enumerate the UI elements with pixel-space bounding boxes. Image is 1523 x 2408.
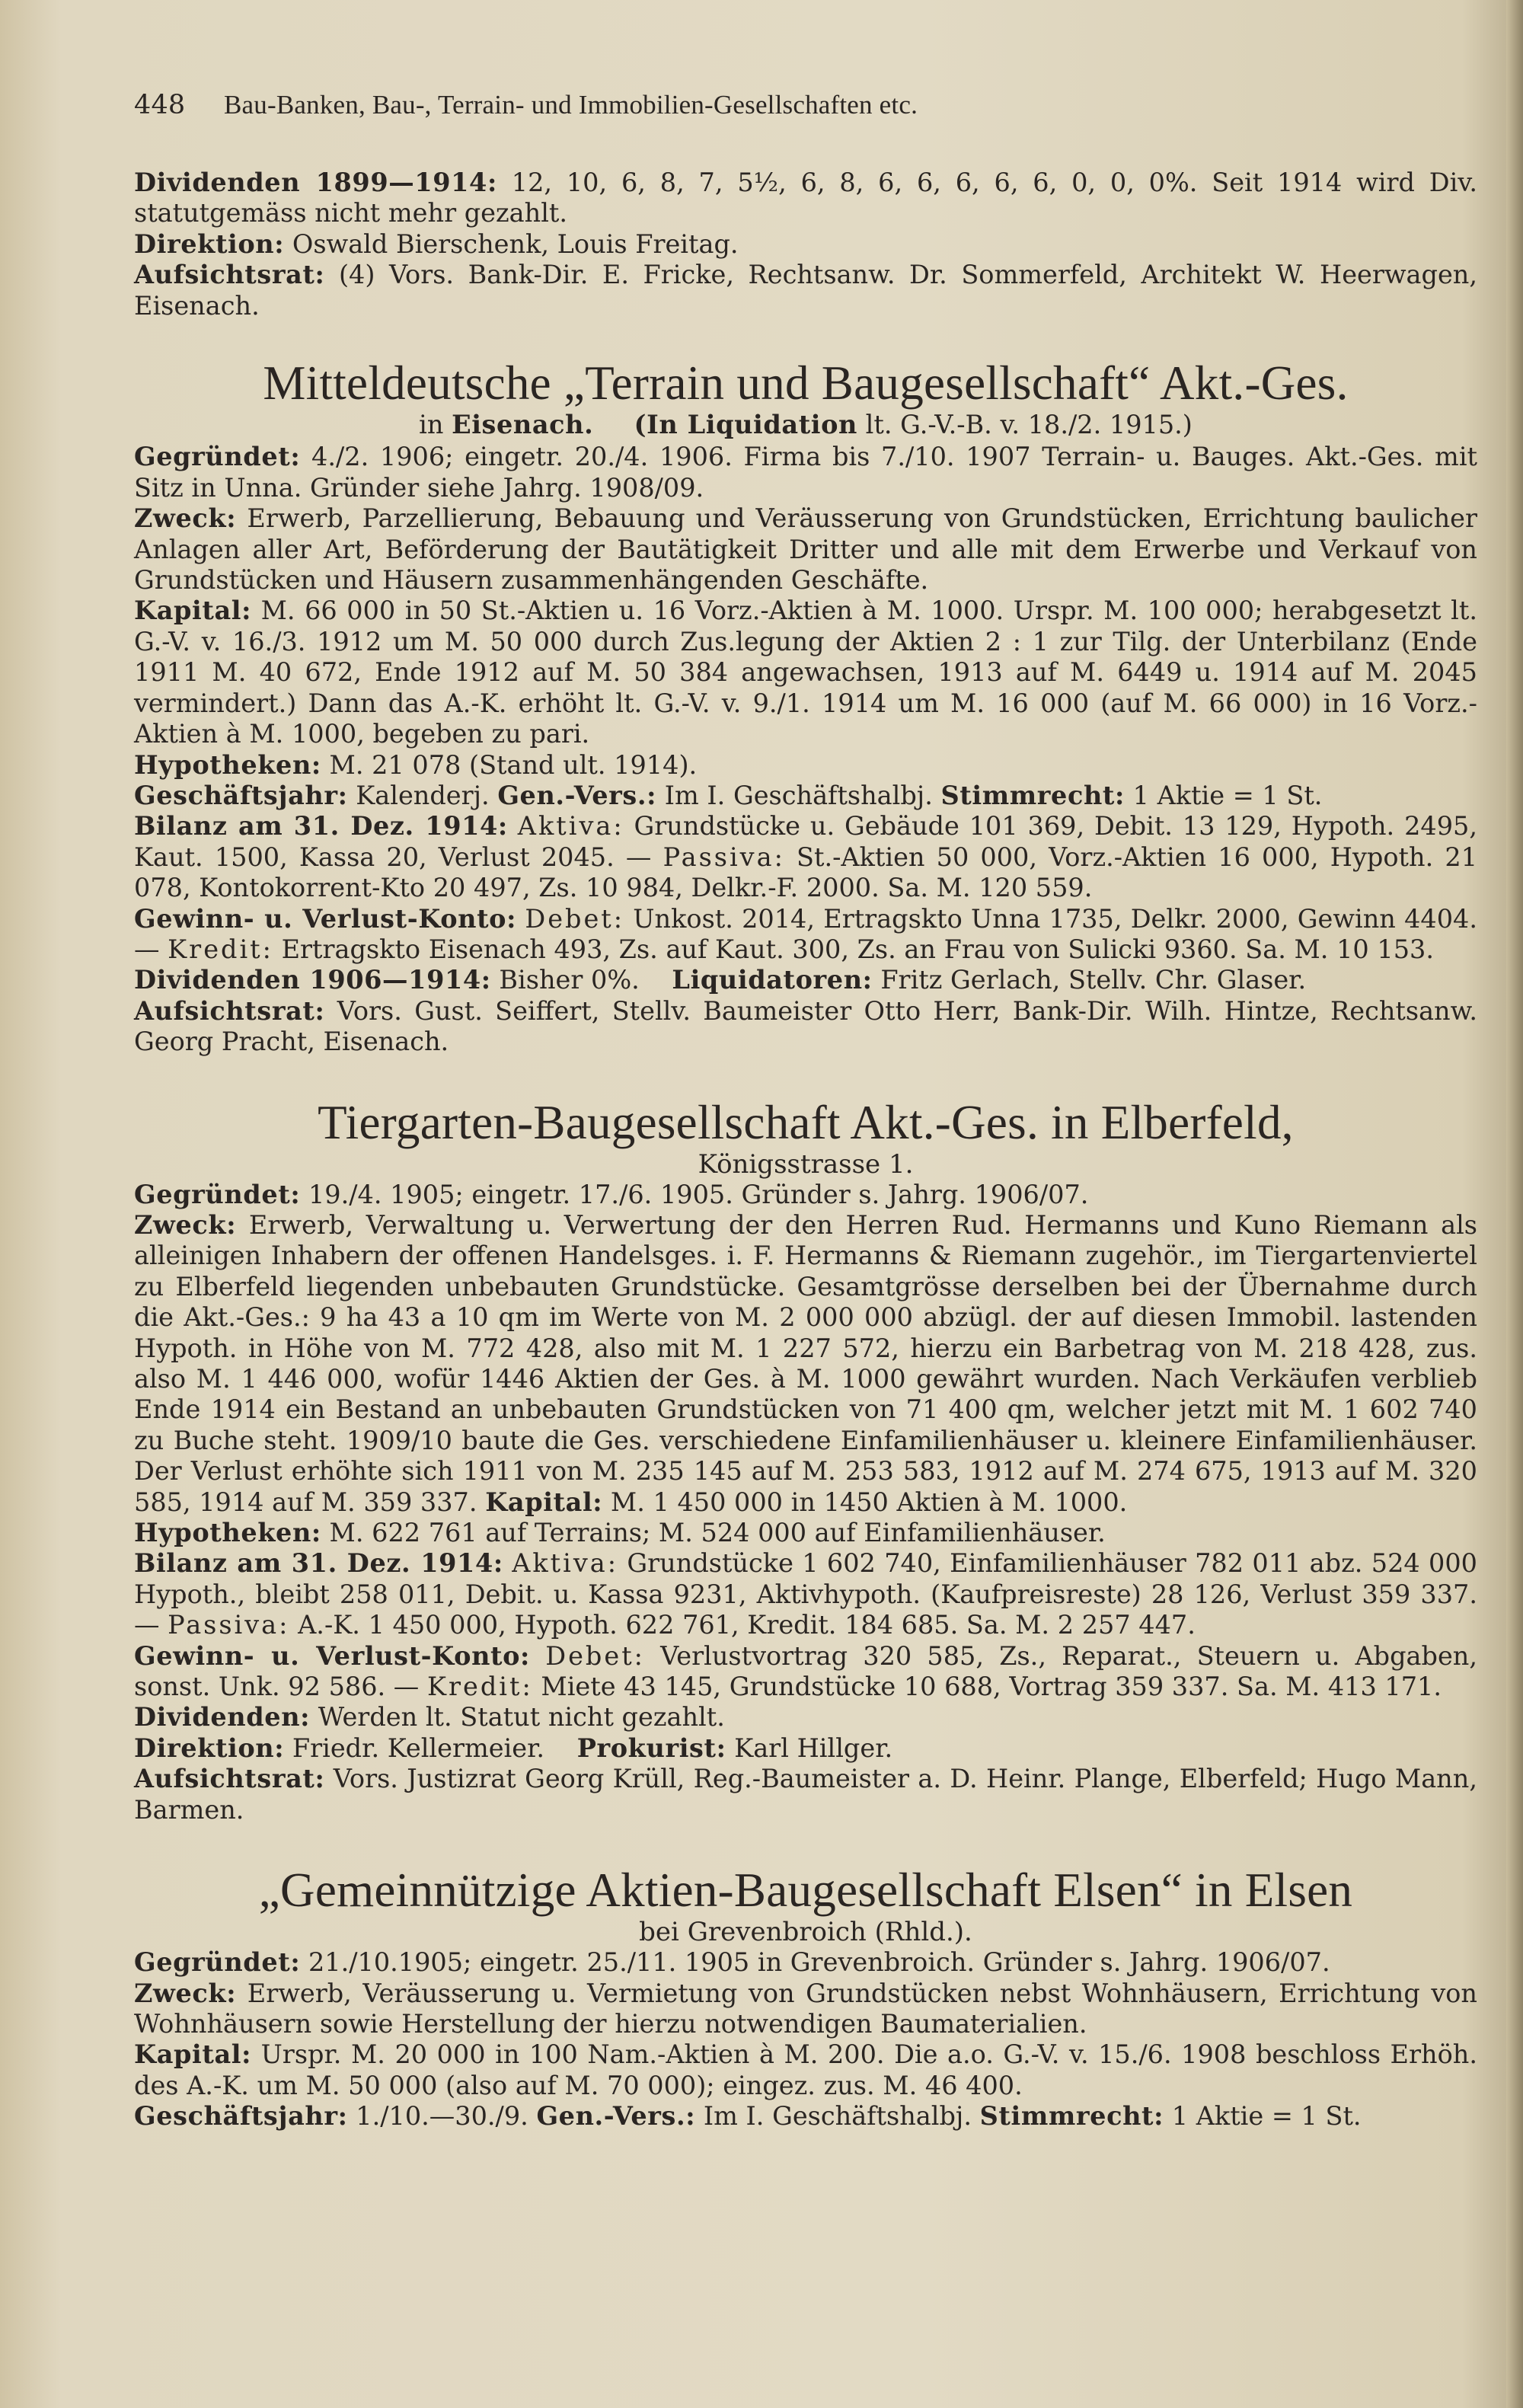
running-title: Bau-Banken, Bau-, Terrain- und Immobilien-Gesellschaften etc. (224, 90, 918, 120)
intro-direction: Direktion: Oswald Bierschenk, Louis Freitag. (134, 228, 739, 259)
purpose-paragraph: Zweck: Erwerb, Veräusserung u. Vermietung von Grundstücken nebst Wohnhäusern, Errichtung von Wohnhäusern sowie Herstellung der hierzu notwendigen Baumaterialien. (134, 1978, 1477, 2039)
founded-paragraph: Gegründet: 4./2. 1906; eingetr. 20./4. 1906. Firma bis 7./10. 1907 Terrain- u. Bauges. Akt.-Ges. mit Sitz in Unna. Gründer siehe Jahrg. 1908/09. (134, 442, 1477, 503)
purpose-paragraph: Zweck: Erwerb, Verwaltung u. Verwertung der den Herren Rud. Hermanns und Kuno Riemann als alleinigen Inhabern der offenen Handelsges. i. F. Hermanns & Riemann zugehör., im Tiergartenviertel zu Elberfeld liegenden unbebauten Grundstücke. Gesamtgrösse derselben bei der Übernahme durch die Akt.-Ges.: 9 ha 43 a 10 qm im Werte von M. 2 000 000 abzügl. der auf diesen Immobil. lastenden Hypoth. in Höhe von M. 772 428, also mit M. 1 227 572, hierzu ein Barbetrag von M. 218 428, zus. also M. 1 446 000, wofür 1446 Aktien der Ges. à M. 1000 gewährt wurden. Nach Verkäufen verblieb Ende 1914 ein Bestand an unbebauten Grundstücken von 71 400 qm, welcher jetzt mit M. 1 602 740 zu Buche steht. 1909/10 baute die Ges. verschiedene Einfamilienhäuser u. kleinere Einfamilienhäuser. Der Verlust erhöhte sich 1911 von M. 235 145 auf M. 253 583, 1912 auf M. 274 675, 1913 auf M. 320 585, 1914 auf M. 359 337. Kapital: M. 1 450 000 in 1450 Aktien à M. 1000. (134, 1209, 1477, 1517)
capital-paragraph: Kapital: Urspr. M. 20 000 in 100 Nam.-Aktien à M. 200. Die a.o. G.-V. v. 15./6. 1908 beschloss Erhöh. des A.-K. um M. 50 000 (also auf M. 70 000); eingez. zus. M. 46 400. (134, 2039, 1477, 2100)
fiscal-paragraph: Geschäftsjahr: Kalenderj. Gen.-Vers.: Im I. Geschäftshalbj. Stimmrecht: 1 Aktie = 1 St. (134, 780, 1323, 810)
page-edge-shadow (1506, 0, 1523, 2408)
company-address: Königsstrasse 1. (698, 1148, 914, 1180)
balance-paragraph: Bilanz am 31. Dez. 1914: Aktiva: Grundstücke u. Gebäude 101 369, Debit. 13 129, Hypoth. 2495, Kaut. 1500, Kassa 20, Verlust 2045. — Passiva: St.-Aktien 50 000, Vorz.-Aktien 16 000, Hypoth. 21 078, Kontokorrent-Kto 20 497, Zs. 10 984, Delkr.-F. 2000. Sa. M. 120 559. (134, 811, 1478, 903)
intro-section (134, 168, 1477, 321)
board-paragraph: Aufsichtsrat: Vors. Justizrat Georg Krüll, Reg.-Baumeister a. D. Heinr. Plange, Elberfeld; Hugo Mann, Barmen. (134, 1764, 1477, 1825)
company-subtitle: in Eisenach. (In Liquidation lt. G.-V.-B. v. 18./2. 1915.) (419, 410, 1193, 440)
page-number: 448 (134, 90, 186, 120)
company-title: „Gemeinnützige Aktien-Baugesellschaft Elsen“ in Elsen (258, 1863, 1353, 1918)
company-entry-eisenach (134, 358, 1477, 1058)
purpose-paragraph: Zweck: Erwerb, Parzellierung, Bebauung und Veräusserung von Grundstücken, Errichtung baulicher Anlagen aller Art, Beförderung der Bautätigkeit Dritter und alle mit dem Erwerbe und Verkauf von Grundstücken und Häusern zusammenhängenden Geschäfte. (134, 503, 1477, 596)
dividends-paragraph: Dividenden: Werden lt. Statut nicht gezahlt. (134, 1702, 725, 1733)
company-title: Tiergarten-Baugesellschaft Akt.-Ges. in Elberfeld, (318, 1095, 1294, 1149)
profit-loss-paragraph: Gewinn- u. Verlust-Konto: Debet: Verlustvortrag 320 585, Zs., Reparat., Steuern u. Abgaben, sonst. Unk. 92 586. — Kredit: Miete 43 145, Grundstücke 10 688, Vortrag 359 337. Sa. M. 413 171. (134, 1640, 1478, 1702)
intro-board: Aufsichtsrat: (4) Vors. Bank-Dir. E. Fricke, Rechtsanw. Dr. Sommerfeld, Architekt W. Heerwagen, Eisenach. (134, 260, 1477, 321)
company-title: Mitteldeutsche „Terrain und Baugesellschaft“ Akt.-Ges. (263, 356, 1349, 410)
profit-loss-paragraph: Gewinn- u. Verlust-Konto: Debet: Unkost. 2014, Ertragskto Unna 1735, Delkr. 2000, Gewinn 4404. — Kredit: Ertragskto Eisenach 493, Zs. auf Kaut. 300, Zs. an Frau von Sulicki 9360. Sa. M. 10 153. (134, 903, 1478, 964)
company-location: bei Grevenbroich (Rhld.). (639, 1917, 972, 1948)
fiscal-paragraph: Geschäftsjahr: 1./10.—30./9. Gen.-Vers.: Im I. Geschäftshalbj. Stimmrecht: 1 Aktie = 1 St. (134, 2101, 1362, 2132)
mortgage-paragraph: Hypotheken: M. 622 761 auf Terrains; M. 524 000 auf Einfamilienhäuser. (134, 1518, 1106, 1548)
founded-paragraph: Gegründet: 19./4. 1905; eingetr. 17./6. 1905. Gründer s. Jahrg. 1906/07. (134, 1179, 1089, 1209)
dividends-paragraph: Dividenden 1906—1914: Bisher 0%. Liquidatoren: Fritz Gerlach, Stellv. Chr. Glaser. (134, 965, 1307, 995)
balance-paragraph: Bilanz am 31. Dez. 1914: Aktiva: Grundstücke 1 602 740, Einfamilienhäuser 782 011 abz. 524 000 Hypoth., bleibt 258 011, Debit. u. Kassa 9231, Aktivhypoth. (Kaufpreisreste) 28 126, Verlust 359 337. — Passiva: A.-K. 1 450 000, Hypoth. 622 761, Kredit. 184 685. Sa. M. 2 257 447. (134, 1548, 1477, 1640)
board-paragraph: Aufsichtsrat: Vors. Gust. Seiffert, Stellv. Baumeister Otto Herr, Bank-Dir. Wilh. Hintze, Rechtsanw. Georg Pracht, Eisenach. (134, 995, 1477, 1057)
capital-paragraph: Kapital: M. 66 000 in 50 St.-Aktien u. 16 Vorz.-Aktien à M. 1000. Urspr. M. 100 000; herabgesetzt lt. G.-V. v. 16./3. 1912 um M. 50 000 durch Zus.legung der Aktien 2 : 1 zur Tilg. der Unterbilanz (Ende 1911 M. 40 672, Ende 1912 auf M. 50 384 angewachsen, 1913 auf M. 6449 u. 1914 auf M. 2045 vermindert.) Dann das A.-K. erhöht lt. G.-V. v. 9./1. 1914 um M. 16 000 (auf M. 66 000) in 16 Vorz.-Aktien à M. 1000, begeben zu pari. (134, 596, 1478, 749)
company-entry-elsen (134, 1865, 1477, 2132)
page-header (134, 90, 1477, 120)
mortgage-paragraph: Hypotheken: M. 21 078 (Stand ult. 1914). (134, 749, 698, 780)
founded-paragraph: Gegründet: 21./10.1905; eingetr. 25./11. 1905 in Grevenbroich. Gründer s. Jahrg. 1906/07. (134, 1947, 1330, 1978)
company-entry-elberfeld (134, 1097, 1477, 1826)
intro-dividends: Dividenden 1899—1914: 12, 10, 6, 8, 7, 5½, 6, 8, 6, 6, 6, 6, 6, 0, 0, 0%. Seit 1914 wird Div. statutgemäss nicht mehr gezahlt. (134, 168, 1477, 228)
direction-paragraph: Direktion: Friedr. Kellermeier. Prokurist: Karl Hillger. (134, 1733, 893, 1763)
